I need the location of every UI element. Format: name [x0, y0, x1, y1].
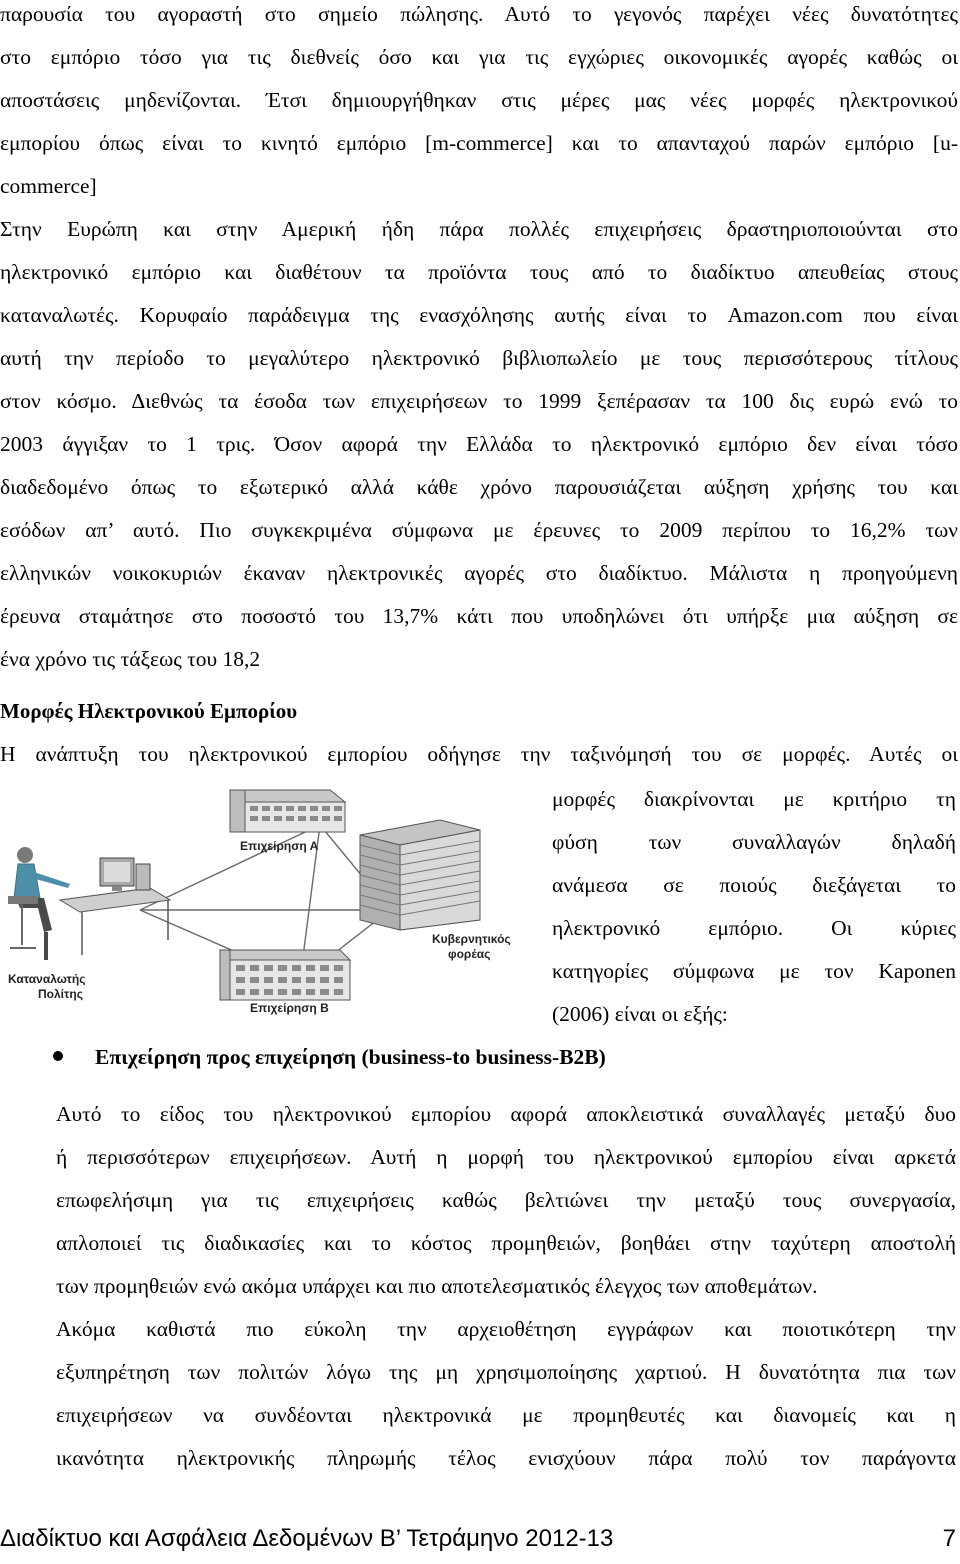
- text-line: εξυπηρέτηση των πολιτών λόγω της μη χρησιμοποίησης χαρτιού. Η δυνατότητα πια των: [56, 1360, 956, 1384]
- consumer-label-line2: Πολίτης: [38, 987, 83, 1001]
- text-line: παρουσία του αγοραστή στο σημείο πώλησης. Αυτό το γεγονός παρέχει νέες δυνατότητες: [0, 2, 958, 26]
- text-line: καταναλωτές. Κορυφαίο παράδειγμα της ενασχόλησης αυτής είναι το Amazon.com που είναι: [0, 303, 958, 327]
- text-line: κατηγορίες σύμφωνα με τον Kaponen: [552, 959, 956, 983]
- text-line: απλοποιεί τις διαδικασίες και το κόστος προμηθειών, βοηθάει στην ταχύτερη αποστολή: [56, 1231, 956, 1255]
- section-heading: Μορφές Ηλεκτρονικού Εμπορίου: [0, 699, 298, 723]
- text-line: ή περισσότερων επιχειρήσεων. Αυτή η μορφή του ηλεκτρονικού εμπορίου είναι αρκετά: [56, 1145, 956, 1169]
- text-line: στον κόσμο. Διεθνώς τα έσοδα των επιχειρήσεων το 1999 ξεπέρασαν τα 100 δις ευρώ ενώ το: [0, 389, 958, 413]
- page-footer: [0, 1522, 960, 1556]
- text-line: διαδεδομένο όπως το εξωτερικό αλλά κάθε χρόνο παρουσιάζεται αύξηση χρήσης του και: [0, 475, 958, 499]
- business-a-label: Επιχείρηση Α: [240, 839, 319, 853]
- text-line: ηλεκτρονικό εμπόριο και διαθέτουν τα προϊόντα τους από το διαδίκτυο απευθείας στους: [0, 260, 958, 284]
- bullet-title-b2b: Επιχείρηση προς επιχείρηση (business-to business-B2B): [95, 1045, 606, 1069]
- text-line: (2006) είναι οι εξής:: [552, 1002, 728, 1026]
- text-line: Η ανάπτυξη του ηλεκτρονικού εμπορίου οδήγησε την ταξινόμησή του σε μορφές. Αυτές οι: [0, 742, 958, 766]
- text-line: ικανότητα ηλεκτρονικής πληρωμής τέλος ενισχύουν πάρα πολύ τον παράγοντα: [56, 1446, 956, 1470]
- text-line: Ακόμα καθιστά πιο εύκολη την αρχειοθέτηση εγγράφων και ποιοτικότερη την: [56, 1317, 956, 1341]
- page-number: 7: [942, 1525, 956, 1552]
- business-a-building-icon: [230, 790, 345, 832]
- text-line: στο εμπόριο τόσο για τις διεθνείς όσο και για τις εγχώριες οικονομικές αγορές καθώς οι: [0, 45, 958, 69]
- consumer-label-line1: Καταναλωτής: [8, 972, 86, 986]
- text-line: ανάμεσα σε ποιούς διεξάγεται το: [552, 873, 956, 897]
- text-line: Αυτό το είδος του ηλεκτρονικού εμπορίου αφορά αποκλειστικά συναλλαγές μεταξύ δυο: [56, 1102, 956, 1126]
- text-line: επιχειρήσεων να συνδέονται ηλεκτρονικά με προμηθευτές και διανομείς και η: [56, 1403, 956, 1427]
- text-line: commerce]: [0, 174, 97, 198]
- consumer-workstation-icon: [8, 847, 170, 960]
- text-line: των προμηθειών ενώ ακόμα υπάρχει και πιο αποτελεσματικός έλεγχος των αποθεμάτων.: [56, 1274, 818, 1298]
- business-b-building-icon: [220, 950, 350, 1000]
- bullet-icon: [53, 1051, 63, 1061]
- text-line: ελληνικών νοικοκυριών έκαναν ηλεκτρονικές αγορές στο διαδίκτυο. Μάλιστα η προηγούμενη: [0, 561, 958, 585]
- text-line: 2003 άγγιξαν το 1 τρις. Όσον αφορά την Ελλάδα το ηλεκτρονικό εμπόριο δεν είναι τόσο: [0, 432, 958, 456]
- text-line: ηλεκτρονικό εμπόριο. Οι κύριες: [552, 916, 956, 940]
- text-line: ένα χρόνο τις τάξεως του 18,2: [0, 647, 261, 671]
- footer-title: Διαδίκτυο και Ασφάλεια Δεδομένων Β’ Τετράμηνο 2012-13: [0, 1525, 614, 1552]
- text-line: έρευνα σταμάτησε στο ποσοστό του 13,7% κάτι που υποδηλώνει ότι υπήρξε μια αύξηση σε: [0, 604, 958, 628]
- text-line: φύση των συναλλαγών δηλαδή: [552, 830, 956, 854]
- text-line: επωφελήσιμη για τις επιχειρήσεις καθώς βελτιώνει την μεταξύ τους συνεργασία,: [56, 1188, 956, 1212]
- government-label-line2: φορέας: [448, 947, 491, 961]
- business-b-label: Επιχείρηση Β: [250, 1001, 329, 1015]
- text-line: αποστάσεις μηδενίζονται. Έτσι δημιουργήθηκαν στις μέρες μας νέες μορφές ηλεκτρονικού: [0, 88, 958, 112]
- text-line: Στην Ευρώπη και στην Αμερική ήδη πάρα πολλές επιχειρήσεις δραστηριοποιούνται στο: [0, 217, 958, 241]
- text-line: αυτή την περίοδο το μεγαλύτερο ηλεκτρονικό βιβλιοπωλείο με τους περισσότερους τίτλους: [0, 346, 958, 370]
- ecommerce-network-diagram: [0, 780, 545, 1035]
- government-building-icon: [360, 820, 480, 930]
- text-line: μορφές διακρίνονται με κριτήριο τη: [552, 787, 956, 811]
- text-line: εμπορίου όπως είναι το κινητό εμπόριο [m-commerce] και το απανταχού παρών εμπόριο [u-: [0, 131, 958, 155]
- government-label-line1: Κυβερνητικός: [432, 932, 511, 946]
- text-line: εσόδων απ’ αυτό. Πιο συγκεκριμένα σύμφωνα με έρευνες το 2009 περίπου το 16,2% των: [0, 518, 958, 542]
